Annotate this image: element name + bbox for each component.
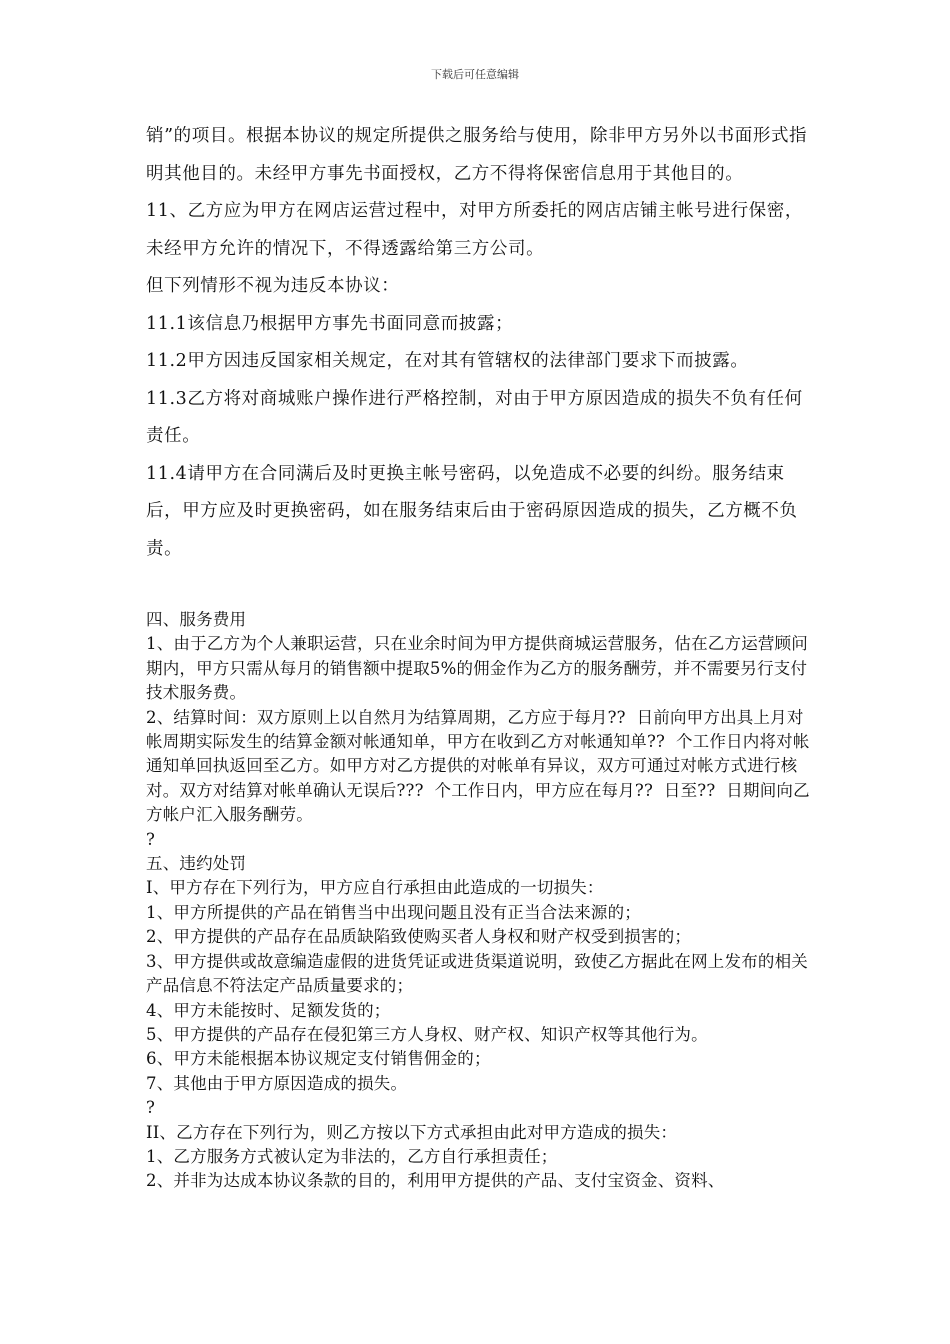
paragraph: 2、结算时间：双方原则上以自然月为结算周期，乙方应于每月?? 日前向甲方出具上月对帐周期实际发生的结算金额对帐通知单，甲方在收到乙方对帐通知单?? 个工作日内将对帐通知单回执返回至乙方。如甲方对乙方提供的对帐单有异议，双方可通过对帐方式进行核对。双方对结算对帐单确认无误后??? 个工作日内，甲方应在每月?? 日至?? 日期间向乙方帐户汇入服务酬劳。 — [146, 707, 810, 825]
paragraph: 1、由于乙方为个人兼职运营，只在业余时间为甲方提供商城运营服务，估在乙方运营顾问期内，甲方只需从每月的销售额中提取5%的佣金作为乙方的服务酬劳，并不需要另行支付技术服务费。 — [146, 634, 808, 703]
list-item: 2、甲方提供的产品存在品质缺陷致使购买者人身权和财产权受到损害的； — [146, 927, 692, 947]
paragraph: 11、乙方应为甲方在网店运营过程中，对甲方所委托的网店店铺主帐号进行保密，未经甲方允许的情况下，不得透露给第三方公司。 — [146, 201, 803, 259]
paragraph: 但下列情形不视为违反本协议： — [146, 276, 400, 296]
list-item: 1、甲方所提供的产品在销售当中出现问题且没有正当合法来源的； — [146, 902, 641, 922]
paragraph: ? — [146, 829, 156, 849]
list-item: 1、乙方服务方式被认定为非法的，乙方自行承担责任； — [146, 1146, 558, 1166]
paragraph: 销”的项目。根据本协议的规定所提供之服务给与使用，除非甲方另外以书面形式指明其他目的。未经甲方事先书面授权，乙方不得将保密信息用于其他目的。 — [146, 126, 808, 184]
paragraph: 11.1该信息乃根据甲方事先书面同意而披露； — [146, 313, 514, 334]
list-item: 2、并非为达成本协议条款的目的，利用甲方提供的产品、支付宝资金、资料、 — [146, 1171, 725, 1191]
section-heading: 五、违约处罚 — [146, 854, 247, 874]
paragraph: II、乙方存在下列行为，则乙方按以下方式承担由此对甲方造成的损失： — [146, 1122, 678, 1142]
paragraph: 11.3乙方将对商城账户操作进行严格控制，对由于甲方原因造成的损失不负有任何责任。 — [146, 388, 803, 446]
list-item: 6、甲方未能根据本协议规定支付销售佣金的； — [146, 1049, 491, 1069]
list-item: 5、甲方提供的产品存在侵犯第三方人身权、财产权、知识产权等其他行为。 — [146, 1024, 708, 1044]
section-heading: 四、服务费用 — [146, 610, 247, 629]
list-item: 3、甲方提供或故意编造虚假的进货凭证或进货渠道说明，致使乙方据此在网上发布的相关产品信息不符法定产品质量要求的； — [146, 951, 808, 996]
paragraph: ? — [146, 1098, 156, 1118]
confidentiality-section — [146, 118, 810, 568]
paragraph: I、甲方存在下列行为，甲方应自行承担由此造成的一切损失： — [146, 878, 604, 898]
page-header: 下载后可任意编辑 — [431, 68, 519, 81]
paragraph: 11.2甲方因违反国家相关规定，在对其有管辖权的法律部门要求下而披露。 — [146, 351, 749, 371]
paragraph: 11.4请甲方在合同满后及时更换主帐号密码，以免造成不必要的纠纷。服务结束后，甲方应及时更换密码，如在服务结束后由于密码原因造成的损失，乙方概不负责。 — [146, 463, 798, 559]
list-item: 4、甲方未能按时、足额发货的； — [146, 1000, 391, 1020]
fees-and-penalties-section — [146, 608, 810, 1194]
list-item: 7、其他由于甲方原因造成的损失。 — [146, 1073, 408, 1093]
